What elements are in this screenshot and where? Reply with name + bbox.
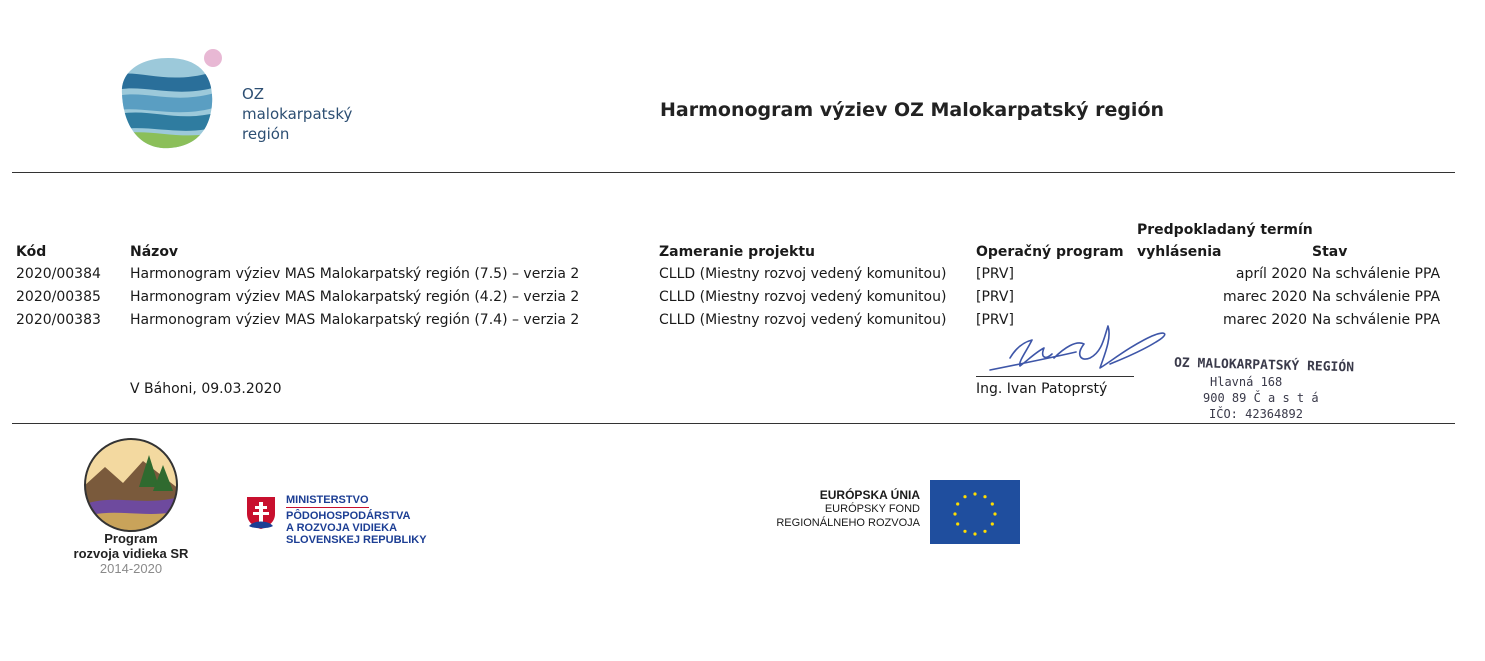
column-header-termin-line-1: Predpokladaný termín [1137,222,1313,238]
column-header-kod: Kód [16,244,47,260]
column-header-stav: Stav [1312,244,1348,260]
eu-flag-icon [930,480,1020,544]
eu-logo [740,480,1030,546]
row-kod: 2020/00383 [16,312,101,328]
row-stav: Na schválenie PPA [1312,289,1441,305]
stamp-line-2: Hlavná 168 [1210,375,1283,389]
signatory-name: Ing. Ivan Patoprstý [976,381,1108,397]
row-termin: apríl 2020 [1235,266,1307,282]
ministry-logo-line-2: PÔDOHOSPODÁRSTVA [286,510,411,522]
row-zameranie: CLLD (Miestny rozvoj vedený komunitou) [659,289,947,305]
row-program: [PRV] [976,266,1014,282]
row-termin: marec 2020 [1222,312,1307,328]
prv-landscape-icon [83,437,179,533]
row-program: [PRV] [976,312,1014,328]
row-kod: 2020/00384 [16,266,101,282]
org-logo-line-3: región [242,125,290,143]
column-header-termin-line-2: vyhlásenia [1137,244,1222,260]
org-logo-line-2: malokarpatský [242,105,353,123]
page-title: Harmonogram výziev OZ Malokarpatský región [660,99,1165,121]
row-nazov: Harmonogram výziev MAS Malokarpatský región (4.2) – verzia 2 [130,289,580,305]
prv-logo-line-1: Program [104,531,158,546]
eu-logo-line-1: EURÓPSKA ÚNIA [819,488,920,502]
stamp-line-1: OZ MALOKARPATSKÝ REGIÓN [1173,355,1355,376]
row-stav: Na schválenie PPA [1312,312,1441,328]
place-date: V Báhoni, 09.03.2020 [130,381,282,397]
signature-line [976,376,1134,377]
prv-logo [56,437,206,577]
column-header-program: Operačný program [976,244,1124,260]
org-logo-graphic-icon [110,46,230,151]
row-nazov: Harmonogram výziev MAS Malokarpatský región (7.4) – verzia 2 [130,312,580,328]
column-header-zameranie: Zameranie projektu [659,244,815,260]
row-kod: 2020/00385 [16,289,101,305]
column-header-nazov: Názov [130,244,179,260]
ministry-logo-line-4: SLOVENSKEJ REPUBLIKY [286,534,427,546]
footer-divider [12,423,1455,424]
prv-logo-line-2: rozvoja vidieka SR [73,546,189,561]
prv-logo-line-3: 2014-2020 [99,561,163,576]
row-program: [PRV] [976,289,1014,305]
row-stav: Na schválenie PPA [1312,266,1441,282]
row-zameranie: CLLD (Miestny rozvoj vedený komunitou) [659,312,947,328]
ministry-logo-line-1: MINISTERSTVO [286,494,369,506]
row-nazov: Harmonogram výziev MAS Malokarpatský región (7.5) – verzia 2 [130,266,580,282]
org-logo [110,46,370,156]
signature-icon [980,318,1180,380]
row-zameranie: CLLD (Miestny rozvoj vedený komunitou) [659,266,947,282]
eu-logo-line-2: EURÓPSKY FOND [824,503,920,515]
stamp-line-4: IČO: 42364892 [1209,407,1303,421]
org-logo-line-1: OZ [242,85,265,103]
ministry-logo [246,494,466,550]
ministry-logo-line-3: A ROZVOJA VIDIEKA [286,522,398,534]
header-divider [12,172,1455,173]
row-termin: marec 2020 [1222,289,1307,305]
slovak-coat-of-arms-icon [246,496,276,530]
stamp-line-3: 900 89 Č a s t á [1203,391,1319,405]
eu-logo-line-3: REGIONÁLNEHO ROZVOJA [776,517,920,529]
